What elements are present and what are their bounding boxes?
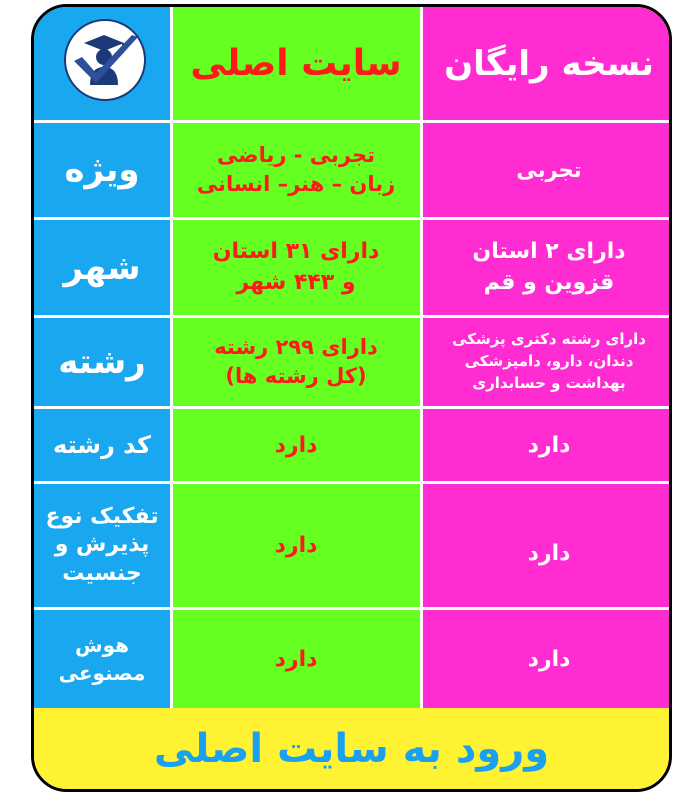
row-label-ai	[34, 610, 170, 708]
main-site-title: سایت اصلی	[190, 43, 402, 84]
main-city-cell	[172, 220, 420, 315]
free-admission-gender-cell: دارد	[527, 541, 571, 566]
main-city-line: دارای ۳۱ استان	[212, 238, 380, 264]
free-city-cell	[423, 220, 672, 315]
row-label-line: مصنوعی	[58, 661, 146, 685]
free-city-line: دارای ۲ استان	[472, 238, 626, 264]
free-field-code-cell: دارد	[527, 432, 571, 458]
main-admission-gender-cell: دارد	[274, 533, 318, 558]
free-field-cell	[423, 318, 672, 406]
row-label-admission-gender	[34, 484, 170, 607]
main-field-line: دارای ۲۹۹ رشته	[214, 334, 378, 359]
free-field-line: دارای رشته دکتری پزشکی	[452, 330, 646, 349]
main-ai-cell: دارد	[274, 646, 318, 672]
row-label-line: تفکیک نوع	[45, 503, 159, 529]
free-city-line: قزوین و قم	[483, 269, 615, 295]
row-label-field-code: کد رشته	[53, 431, 151, 459]
enter-main-site-button[interactable]	[34, 708, 669, 789]
main-field-line: (کل رشته ها)	[225, 364, 367, 388]
row-label-city: شهر	[63, 247, 141, 288]
free-ai-cell: دارد	[527, 646, 571, 672]
row-label-field: رشته	[58, 342, 146, 382]
row-label-line: جنسیت	[62, 560, 142, 586]
row-label-specialty: ویژه	[64, 150, 140, 190]
main-field-code-cell: دارد	[274, 432, 318, 458]
row-label-line: هوش	[75, 633, 130, 657]
enter-main-site-label: ورود به سایت اصلی	[153, 725, 550, 772]
comparison-card	[31, 4, 672, 792]
row-label-line: پذیرش و	[54, 532, 150, 558]
free-specialty-cell: تجربی	[516, 158, 582, 182]
graduate-check-logo-icon	[64, 19, 146, 101]
main-field-cell	[172, 318, 420, 406]
main-specialty-line: تجربی - ریاضی	[217, 142, 375, 167]
free-version-title: نسخه رایگان	[444, 43, 654, 84]
free-field-line: دندان، دارو، دامپزشکی	[464, 352, 634, 371]
main-specialty-cell	[172, 123, 420, 217]
free-field-line: بهداشت و حسابداری	[472, 373, 626, 392]
main-specialty-line: زبان – هنر– انسانی	[196, 172, 396, 196]
main-city-line: و ۴۴۳ شهر	[236, 269, 356, 295]
